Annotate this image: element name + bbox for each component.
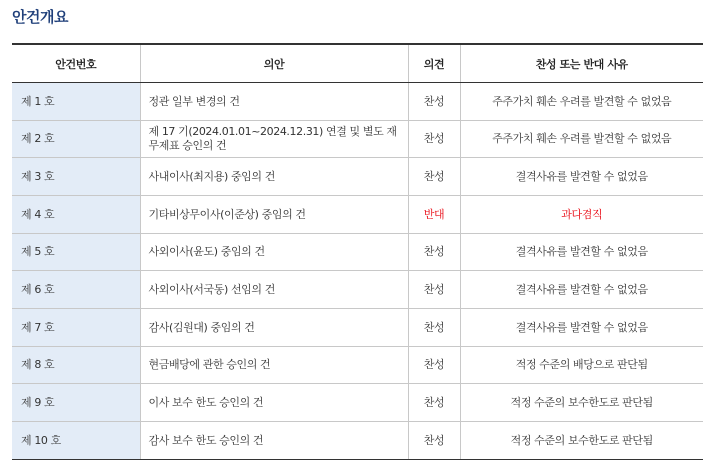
table-row	[12, 347, 703, 384]
agenda-number: 제 2 호	[12, 121, 140, 158]
header-agenda-number: 안건번호	[12, 44, 140, 83]
opinion-value: 반대	[408, 196, 460, 234]
agenda-number: 제 6 호	[12, 271, 140, 309]
opinion-reason: 결격사유를 발견할 수 없었음	[460, 309, 703, 347]
agenda-number: 제 1 호	[12, 83, 140, 121]
table-row	[12, 196, 703, 234]
agenda-number: 제 5 호	[12, 234, 140, 271]
agenda-number: 제 4 호	[12, 196, 140, 234]
opinion-value: 찬성	[408, 83, 460, 121]
opinion-value: 찬성	[408, 422, 460, 460]
agenda-title: 이사 보수 한도 승인의 건	[140, 384, 408, 422]
table-row	[12, 309, 703, 347]
table-row	[12, 422, 703, 460]
agenda-title: 사내이사(최지용) 중임의 건	[140, 158, 408, 196]
agenda-title: 제 17 기(2024.01.01~2024.12.31) 연결 및 별도 재무제표 승인의 건	[140, 121, 408, 158]
opinion-reason: 과다겸직	[460, 196, 703, 234]
page-title: 안건개요	[12, 8, 68, 26]
opinion-reason: 주주가치 훼손 우려를 발견할 수 없었음	[460, 121, 703, 158]
table-row	[12, 158, 703, 196]
table-row	[12, 121, 703, 158]
opinion-reason: 결격사유를 발견할 수 없었음	[460, 234, 703, 271]
table-header-row	[12, 44, 703, 83]
opinion-value: 찬성	[408, 347, 460, 384]
table-row	[12, 83, 703, 121]
opinion-reason: 적정 수준의 보수한도로 판단됨	[460, 384, 703, 422]
agenda-table	[12, 43, 703, 460]
opinion-reason: 적정 수준의 보수한도로 판단됨	[460, 422, 703, 460]
agenda-number: 제 3 호	[12, 158, 140, 196]
agenda-number: 제 9 호	[12, 384, 140, 422]
agenda-number: 제 10 호	[12, 422, 140, 460]
opinion-value: 찬성	[408, 384, 460, 422]
agenda-title: 사외이사(윤도) 중임의 건	[140, 234, 408, 271]
opinion-value: 찬성	[408, 234, 460, 271]
opinion-value: 찬성	[408, 121, 460, 158]
table-row	[12, 384, 703, 422]
header-reason: 찬성 또는 반대 사유	[460, 44, 703, 83]
table-row	[12, 271, 703, 309]
agenda-title: 정관 일부 변경의 건	[140, 83, 408, 121]
opinion-reason: 적정 수준의 배당으로 판단됨	[460, 347, 703, 384]
header-agenda: 의안	[140, 44, 408, 83]
opinion-value: 찬성	[408, 271, 460, 309]
agenda-number: 제 7 호	[12, 309, 140, 347]
agenda-number: 제 8 호	[12, 347, 140, 384]
header-opinion: 의견	[408, 44, 460, 83]
opinion-reason: 주주가치 훼손 우려를 발견할 수 없었음	[460, 83, 703, 121]
agenda-title: 사외이사(서국동) 선임의 건	[140, 271, 408, 309]
table-row	[12, 234, 703, 271]
agenda-title: 기타비상무이사(이준상) 중임의 건	[140, 196, 408, 234]
opinion-value: 찬성	[408, 309, 460, 347]
opinion-value: 찬성	[408, 158, 460, 196]
agenda-title: 현금배당에 관한 승인의 건	[140, 347, 408, 384]
opinion-reason: 결격사유를 발견할 수 없었음	[460, 271, 703, 309]
agenda-title: 감사 보수 한도 승인의 건	[140, 422, 408, 460]
agenda-title: 감사(김원대) 중임의 건	[140, 309, 408, 347]
opinion-reason: 결격사유를 발견할 수 없었음	[460, 158, 703, 196]
